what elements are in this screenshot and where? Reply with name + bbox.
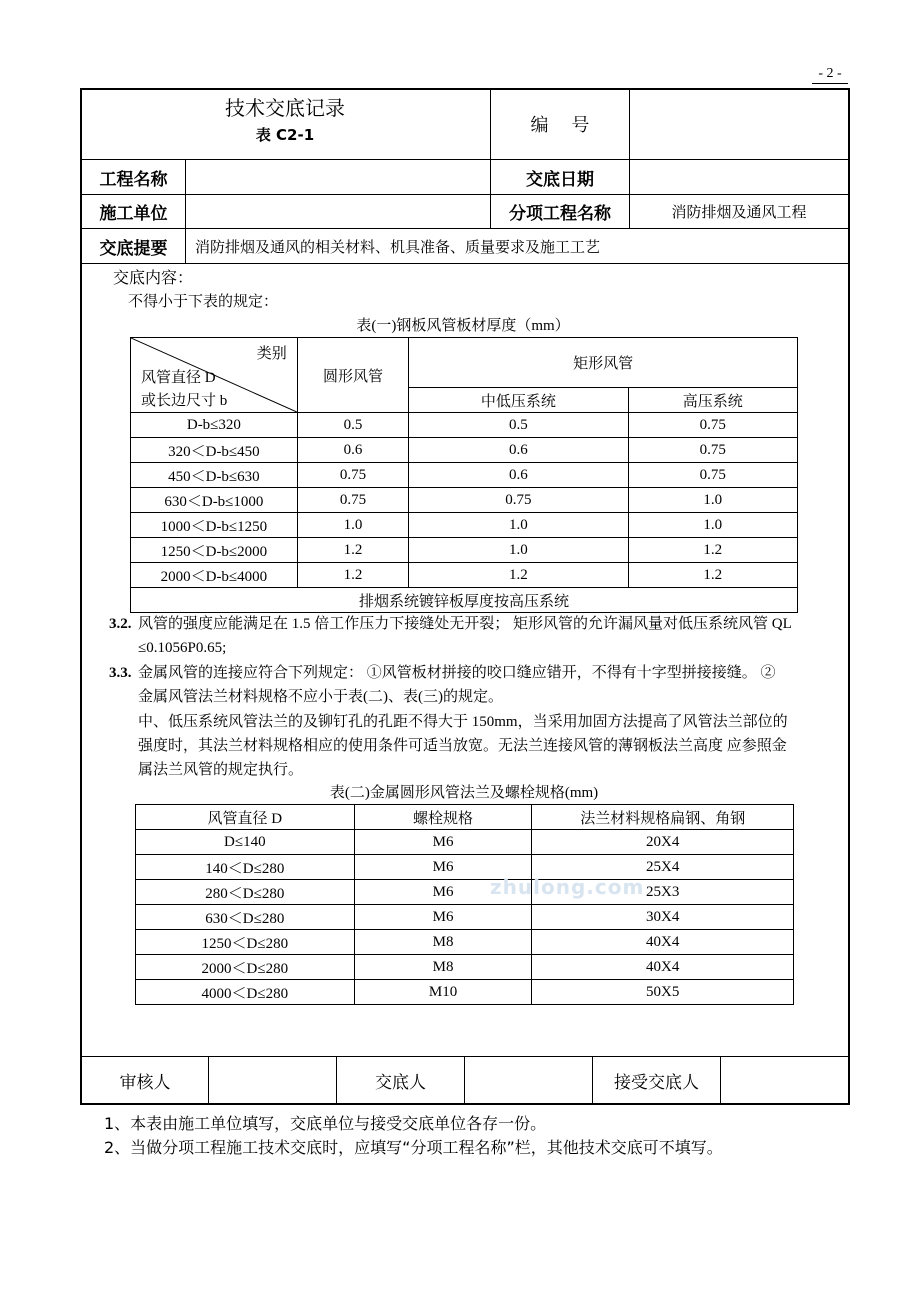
- divider: [80, 263, 850, 264]
- table-header: 螺栓规格: [354, 805, 532, 830]
- col-lowmid-header: 中低压系统: [409, 388, 628, 413]
- reviewer-label: 审核人: [119, 1073, 171, 1093]
- table-cell: 630＜D≤280: [136, 905, 355, 930]
- diag-bottom-label: 或长边尺寸 b: [141, 393, 228, 409]
- presenter-field[interactable]: [465, 1057, 592, 1104]
- date-field[interactable]: [630, 160, 848, 194]
- date-label: 交底日期: [526, 169, 594, 190]
- table-cell: M8: [354, 955, 532, 980]
- diag-top-label: 类别: [256, 346, 287, 362]
- table-cell: M10: [354, 980, 532, 1005]
- table-cell: M8: [354, 930, 532, 955]
- table-cell: 140＜D≤280: [136, 855, 355, 880]
- table-cell: 630＜D-b≤1000: [131, 488, 298, 513]
- diag-mid-label: 风管直径 D: [141, 370, 216, 386]
- table-cell: 1.2: [628, 538, 797, 563]
- table-cell: 1.0: [409, 538, 628, 563]
- watermark: zhulong.com: [490, 875, 645, 899]
- table-row: [136, 905, 794, 930]
- table-header: 风管直径 D: [136, 805, 355, 830]
- table-cell: 2000＜D≤280: [136, 955, 355, 980]
- p33-line1: 金属风管的连接应符合下列规定： ①风管板材拼接的咬口缝应错开，不得有十字型拼接接缝。 ②: [138, 665, 776, 681]
- diagonal-header-cell: [131, 338, 298, 413]
- page-number: - 2 -: [818, 66, 842, 81]
- form-title: 技术交底记录: [225, 96, 345, 120]
- col-round-header: 圆形风管: [297, 338, 409, 413]
- table-cell: D-b≤320: [131, 413, 298, 438]
- table-cell: 450＜D-b≤630: [131, 463, 298, 488]
- table-cell: 1.0: [628, 513, 797, 538]
- number-label: 编 号: [530, 115, 590, 136]
- table1-caption: 表(一)钢板风管板材厚度（mm）: [356, 318, 570, 334]
- table-cell: 1.0: [297, 513, 409, 538]
- table-row: [136, 855, 794, 880]
- footnote-2: 2、当做分项工程施工技术交底时，应填写“分项工程名称”栏，其他技术交底可不填写。: [104, 1138, 723, 1157]
- table-row: [136, 830, 794, 855]
- table-cell: 40X4: [532, 955, 794, 980]
- p33-number: 3.3.: [109, 665, 132, 681]
- steel-thickness-table: [130, 337, 798, 613]
- subproject-label: 分项工程名称: [509, 204, 611, 224]
- table-cell: 50X5: [532, 980, 794, 1005]
- table-cell: 1000＜D-b≤1250: [131, 513, 298, 538]
- project-name-label: 工程名称: [99, 169, 168, 190]
- flange-bolt-table: [135, 804, 794, 1005]
- table-cell: 1250＜D-b≤2000: [131, 538, 298, 563]
- table-cell: 25X3: [532, 880, 794, 905]
- p32-number: 3.2.: [109, 616, 132, 632]
- receiver-label: 接受交底人: [614, 1073, 699, 1093]
- table-cell: 1.2: [409, 563, 628, 588]
- number-field[interactable]: [630, 89, 848, 159]
- contractor-field[interactable]: [186, 195, 490, 228]
- table-cell: 0.5: [297, 413, 409, 438]
- col-high-header: 高压系统: [628, 388, 797, 413]
- table-row: [136, 930, 794, 955]
- p33-line4: 强度时，其法兰材料规格相应的使用条件可适当放宽。无法兰连接风管的薄钢板法兰高度 应参照金: [138, 738, 787, 754]
- table-cell: 1.2: [297, 563, 409, 588]
- form-code: 表 C2-1: [255, 126, 315, 144]
- table-cell: 280＜D≤280: [136, 880, 355, 905]
- table-row: [131, 488, 798, 513]
- table-cell: 0.5: [409, 413, 628, 438]
- table-cell: 30X4: [532, 905, 794, 930]
- table-cell: 2000＜D-b≤4000: [131, 563, 298, 588]
- footnote-1: 1、本表由施工单位填写，交底单位与接受交底单位各存一份。: [104, 1114, 547, 1133]
- table-header: 法兰材料规格扁钢、角钢: [532, 805, 794, 830]
- table-cell: 1.2: [628, 563, 797, 588]
- table-cell: 0.75: [297, 488, 409, 513]
- table-cell: 20X4: [532, 830, 794, 855]
- table-cell: 0.75: [297, 463, 409, 488]
- p33-line5: 属法兰风管的规定执行。: [138, 762, 304, 778]
- table-row: [136, 880, 794, 905]
- table-cell: 320＜D-b≤450: [131, 438, 298, 463]
- table-cell: 0.6: [409, 463, 628, 488]
- table-cell: M6: [354, 830, 532, 855]
- page-number-underline: [812, 83, 848, 84]
- table-cell: 1.0: [628, 488, 797, 513]
- table-cell: 0.75: [409, 488, 628, 513]
- table-cell: 0.75: [628, 438, 797, 463]
- subproject-field[interactable]: 消防排烟及通风工程: [671, 205, 807, 221]
- table-cell: 1.2: [297, 538, 409, 563]
- table-cell: 1.0: [409, 513, 628, 538]
- p32-line2: ≤0.1056P0.65;: [138, 640, 227, 656]
- table-cell: D≤140: [136, 830, 355, 855]
- table-cell: 40X4: [532, 930, 794, 955]
- contractor-label: 施工单位: [99, 204, 168, 224]
- table-cell: 25X4: [532, 855, 794, 880]
- table-row: [131, 563, 798, 588]
- table-cell: 1250＜D≤280: [136, 930, 355, 955]
- table-row: [131, 513, 798, 538]
- table-row: [131, 538, 798, 563]
- summary-field[interactable]: 消防排烟及通风的相关材料、机具准备、质量要求及施工工艺: [195, 240, 601, 256]
- reviewer-field[interactable]: [209, 1057, 336, 1104]
- summary-label: 交底提要: [99, 238, 168, 259]
- table2-caption: 表(二)金属圆形风管法兰及螺栓规格(mm): [329, 785, 599, 801]
- table-cell: M6: [354, 905, 532, 930]
- table-cell: 0.6: [297, 438, 409, 463]
- table-row: [131, 463, 798, 488]
- p33-line3: 中、低压系统风管法兰的及铆钉孔的孔距不得大于 150mm，当采用加固方法提高了风管法兰部位的: [138, 714, 788, 730]
- divider: [80, 228, 850, 229]
- intro-text: 不得小于下表的规定：: [128, 294, 279, 310]
- table-cell: M6: [354, 880, 532, 905]
- table-row: [136, 955, 794, 980]
- table-row: [131, 413, 798, 438]
- presenter-label: 交底人: [375, 1073, 426, 1093]
- table-row: [136, 980, 794, 1005]
- p32-line1: 风管的强度应能满足在 1.5 倍工作压力下接缝处无开裂； 矩形风管的允许漏风量对低压系统风管 QL: [138, 616, 792, 632]
- project-name-field[interactable]: [186, 160, 490, 194]
- table-cell: 0.75: [628, 413, 797, 438]
- table-row: [131, 438, 798, 463]
- col-rect-header: 矩形风管: [409, 338, 798, 388]
- content-label: 交底内容：: [113, 268, 194, 287]
- table-cell: 0.75: [628, 463, 797, 488]
- table-header-row: [136, 805, 794, 830]
- receiver-field[interactable]: [721, 1057, 848, 1104]
- table-cell: M6: [354, 855, 532, 880]
- table1-footer: 排烟系统镀锌板厚度按高压系统: [131, 588, 798, 613]
- p33-line2: 金属风管法兰材料规格不应小于表(二)、表(三)的规定。: [138, 689, 503, 705]
- table-cell: 4000＜D≤280: [136, 980, 355, 1005]
- table-cell: 0.6: [409, 438, 628, 463]
